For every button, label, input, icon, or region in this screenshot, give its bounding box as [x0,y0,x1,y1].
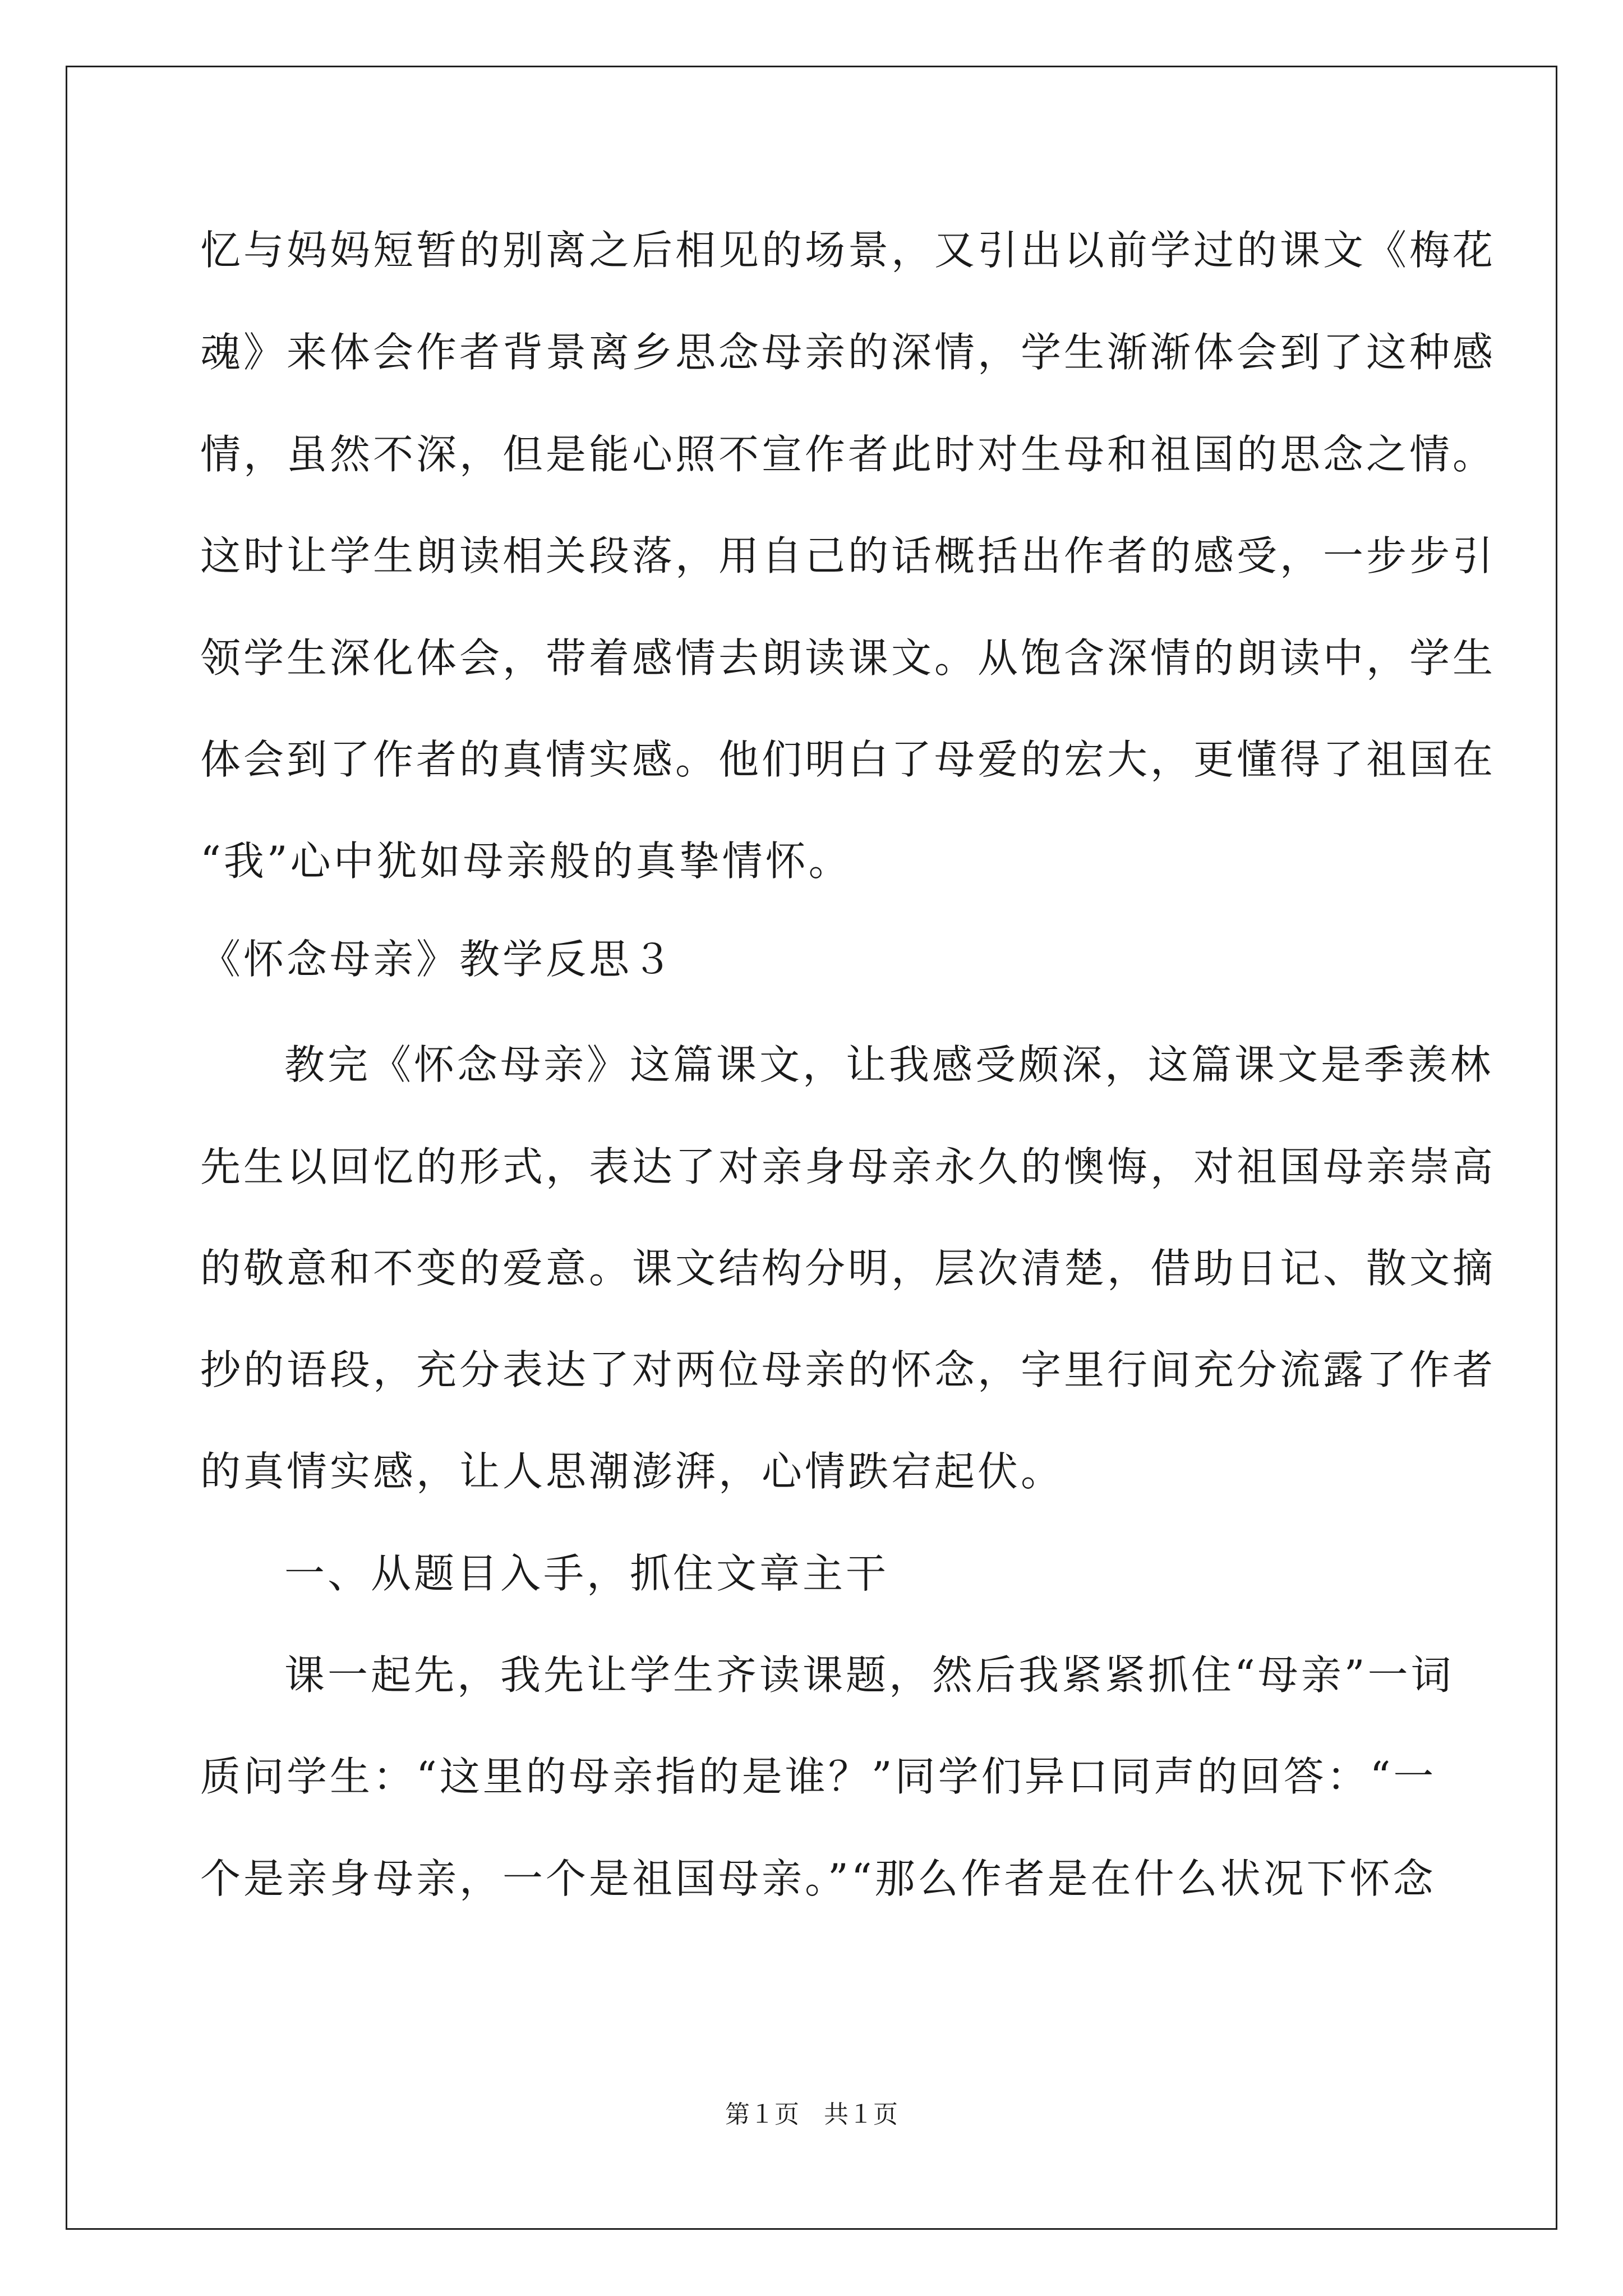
text-line-6: 体会到了作者的真情实感。他们明白了母爱的宏大，更懂得了祖国在 [200,736,1496,783]
text-line-15: 课一起先，我先让学生齐读课题，然后我紧紧抓住“母亲”一词 [284,1651,1454,1699]
text-line-16: 质问学生：“这里的母亲指的是谁？”同学们异口同声的回答：“一 [200,1753,1437,1800]
text-line-7: “我”心中犹如母亲般的真挚情怀。 [200,838,852,885]
text-line-9: 教完《怀念母亲》这篇课文，让我感受颇深，这篇课文是季羡林 [284,1041,1494,1088]
text-line-1: 忆与妈妈短暂的别离之后相见的场景，又引出以前学过的课文《梅花 [200,227,1496,274]
text-line-13: 的真情实感，让人思潮澎湃，心情跌宕起伏。 [200,1448,1064,1495]
text-line-3: 情，虽然不深，但是能心照不宣作者此时对生母和祖国的思念之情。 [200,431,1496,478]
subheading: 一、从题目入手，抓住文章主干 [284,1550,889,1597]
text-line-10: 先生以回忆的形式，表达了对亲身母亲永久的懊悔，对祖国母亲崇高 [200,1143,1496,1190]
text-line-5: 领学生深化体会，带着感情去朗读课文。从饱含深情的朗读中，学生 [200,634,1496,682]
text-line-11: 的敬意和不变的爱意。课文结构分明，层次清楚，借助日记、散文摘 [200,1245,1496,1292]
page-number-footer: 第１页 共１页 [725,2100,898,2129]
text-line-12: 抄的语段，充分表达了对两位母亲的怀念，字里行间充分流露了作者 [200,1346,1496,1393]
text-line-17: 个是亲身母亲，一个是祖国母亲。”“那么作者是在什么状况下怀念 [200,1855,1436,1902]
text-line-2: 魂》来体会作者背景离乡思念母亲的深情，学生渐渐体会到了这种感 [200,329,1496,376]
text-line-4: 这时让学生朗读相关段落，用自己的话概括出作者的感受，一步步引 [200,532,1496,579]
section-heading: 《怀念母亲》教学反思３ [200,936,676,983]
